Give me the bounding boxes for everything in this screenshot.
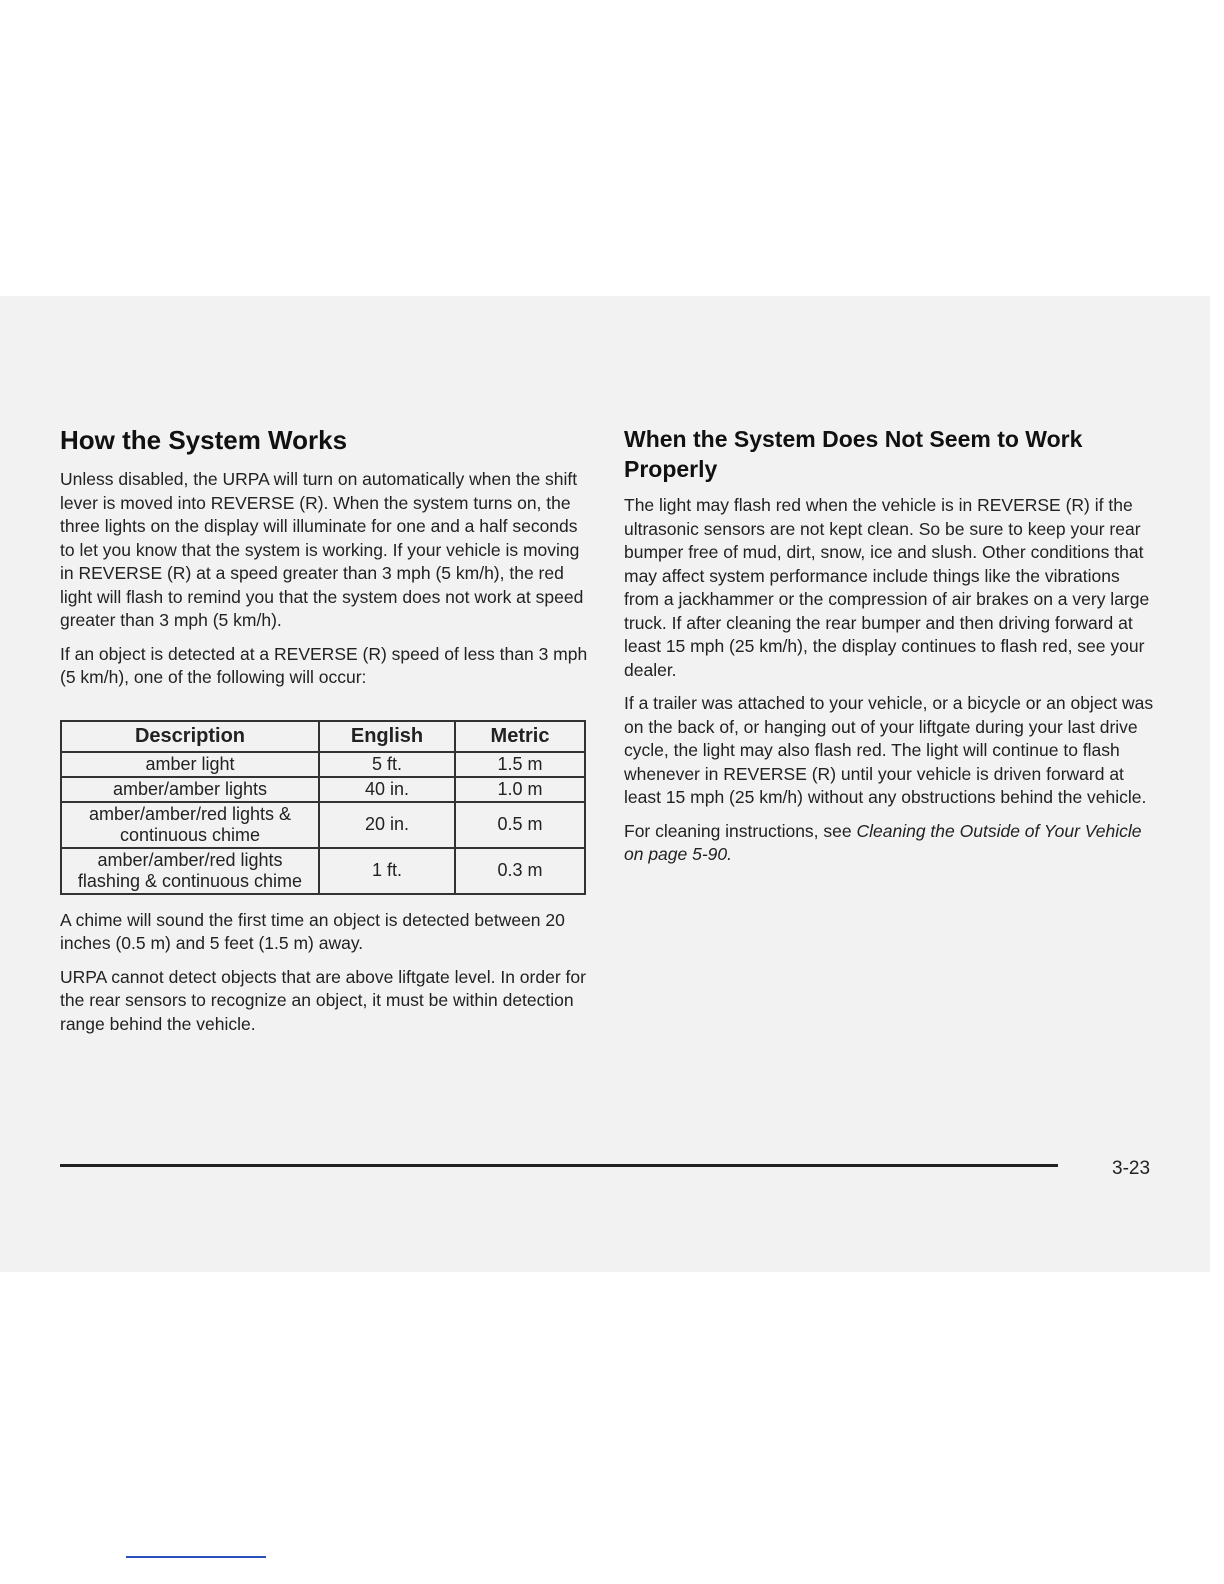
- section-title-how-system-works: How the System Works: [60, 425, 348, 455]
- cleaning-text: For cleaning instructions, see: [624, 820, 857, 841]
- row-description: amber/amber/red lights flashing & continuous chime: [61, 848, 319, 894]
- row-metric: 0.3 m: [455, 848, 585, 894]
- table-row: [61, 848, 585, 894]
- left-column: [60, 424, 588, 1046]
- table-row: [61, 802, 585, 848]
- row-description: amber/amber lights: [61, 777, 319, 802]
- row-english: 20 in.: [319, 802, 455, 848]
- row-description: amber/amber/red lights & continuous chime: [61, 802, 319, 848]
- row-metric: 1.0 m: [455, 777, 585, 802]
- paragraph-trailer: If a trailer was attached to your vehicle, or a bicycle or an object was on the back of, or hanging out of your liftgate during your last drive cycle, the light may also flash red. The light will continue to flash whenever in REVERSE (R) until your vehicle is driven forward at least 15 mph (25 km/h) without any obstructions behind the vehicle.: [624, 693, 1154, 807]
- section-title-not-working: When the System Does Not Seem to Work Properly: [624, 426, 1083, 482]
- table-header-row: [61, 721, 585, 752]
- row-metric: 1.5 m: [455, 752, 585, 777]
- row-english: 1 ft.: [319, 848, 455, 894]
- cleaning-reference-link[interactable]: Cleaning the Outside of Your Vehicle on page 5-90.: [624, 820, 1142, 864]
- row-metric: 0.5 m: [455, 802, 585, 848]
- row-english: 5 ft.: [319, 752, 455, 777]
- paragraph-flash-red: The light may flash red when the vehicle is in REVERSE (R) if the ultrasonic sensors are not kept clean. So be sure to keep your rear bumper free of mud, dirt, snow, ice and slush. Other conditions that may affect system performance include things like the vibrations from a jackhammer or the compression of air brakes on a very large truck. If after cleaning the rear bumper and then driving forward at least 15 mph (25 km/h), the display continues to flash red, see your dealer.: [624, 495, 1150, 680]
- header-description: Description: [61, 721, 319, 752]
- paragraph-cleaning: [624, 820, 1159, 867]
- row-description: amber light: [61, 752, 319, 777]
- header-metric: Metric: [455, 721, 585, 752]
- blue-underline: [126, 1556, 266, 1558]
- paragraph-liftgate-limit: URPA cannot detect objects that are above liftgate level. In order for the rear sensors to recognize an object, it must be within detection range behind the vehicle.: [60, 966, 586, 1034]
- table-row: [61, 777, 585, 802]
- paragraph-object-detected: If an object is detected at a REVERSE (R) speed of less than 3 mph (5 km/h), one of the following will occur:: [60, 643, 588, 687]
- paragraph-chime: A chime will sound the first time an object is detected between 20 inches (0.5 m) and 5 feet (1.5 m) away.: [60, 909, 565, 953]
- footer-rule: [60, 1164, 1058, 1167]
- right-column: [624, 424, 1159, 877]
- header-english: English: [319, 721, 455, 752]
- row-english: 40 in.: [319, 777, 455, 802]
- detection-table: [60, 720, 586, 895]
- paragraph-intro: Unless disabled, the URPA will turn on automatically when the shift lever is moved into REVERSE (R). When the system turns on, the three lights on the display will illuminate for one and a half seconds to let you know that the system is working. If your vehicle is moving in REVERSE (R) at a speed greater than 3 mph (5 km/h), the red light will flash to remind you that the system does not work at speed greater than 3 mph (5 km/h).: [60, 469, 584, 630]
- page-number: 3-23: [1112, 1158, 1151, 1179]
- table-row: [61, 752, 585, 777]
